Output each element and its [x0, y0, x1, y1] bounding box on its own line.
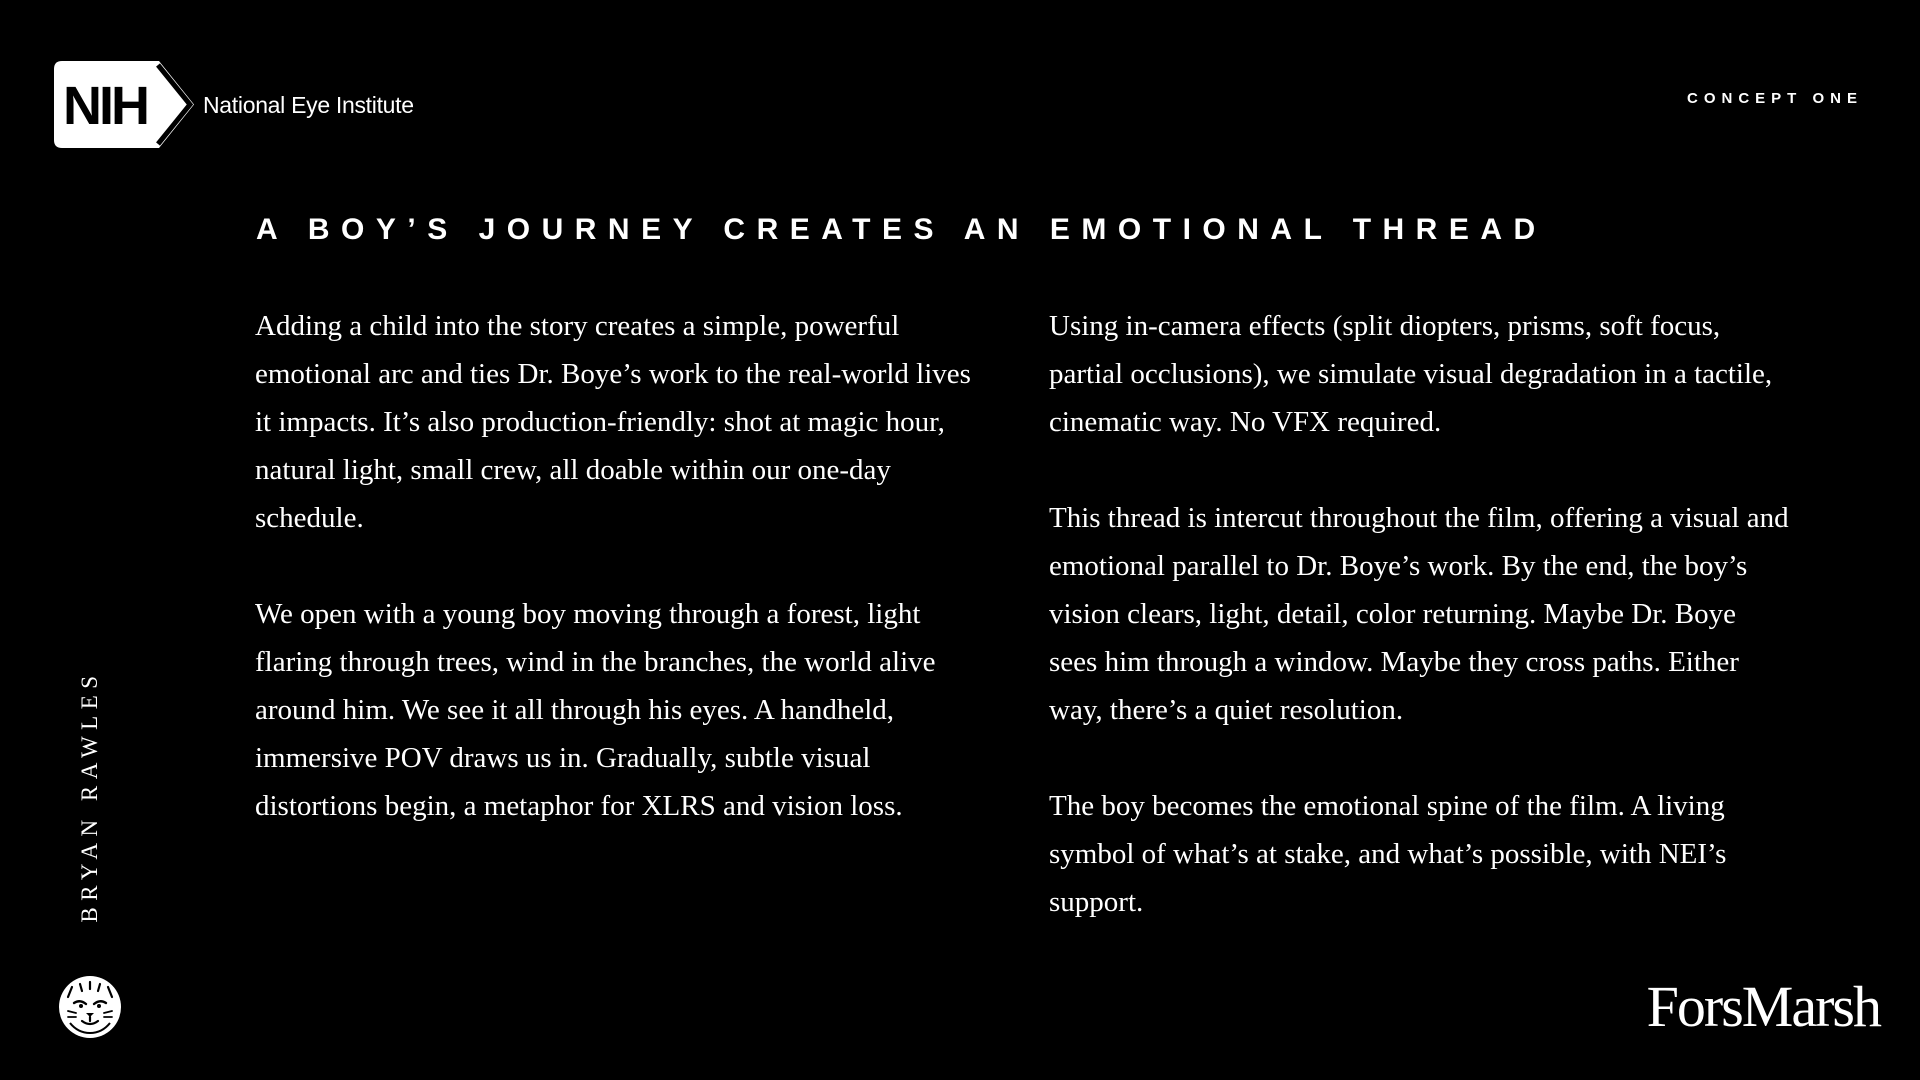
nih-mark-text: NIH	[63, 76, 147, 136]
paragraph: We open with a young boy moving through a forest, light flaring through trees, wind in the branches, the world alive around him. We see it all through his eyes. A handheld, immersive POV draws us in. Gradually, subtle visual distortions begin, a metaphor for XLRS and vision loss.	[255, 598, 936, 822]
page-title: A BOY’S JOURNEY CREATES AN EMOTIONAL THREAD	[256, 213, 1547, 246]
nih-mark-icon	[54, 61, 194, 148]
paragraph: This thread is intercut throughout the film, offering a visual and emotional parallel to Dr. Boye’s work. By the end, the boy’s vision clears, light, detail, color returning. Maybe Dr. Boye sees him through a window. Maybe they cross paths. Either way, there’s a quiet resolution.	[1049, 502, 1789, 726]
body-column-right	[1049, 302, 1789, 974]
tiger-head-icon	[58, 975, 122, 1039]
nih-logo	[54, 61, 414, 148]
side-label: BRYAN RAWLES	[77, 669, 102, 923]
concept-label: CONCEPT ONE	[1686, 90, 1863, 107]
paragraph: Adding a child into the story creates a simple, powerful emotional arc and ties Dr. Boye’s work to the real-world lives it impacts. It’s also production-friendly: shot at magic hour, natural light, small crew, all doable within our one-day schedule.	[255, 310, 971, 534]
forsmarsh-logo: ForsMarsh	[1646, 974, 1880, 1039]
body-column-left	[255, 302, 980, 878]
paragraph: Using in-camera effects (split diopters, prisms, soft focus, partial occlusions), we simulate visual degradation in a tactile, cinematic way. No VFX required.	[1049, 310, 1773, 438]
institute-name: National Eye Institute	[203, 92, 414, 118]
paragraph: The boy becomes the emotional spine of the film. A living symbol of what’s at stake, and what’s possible, with NEI’s support.	[1049, 790, 1727, 918]
